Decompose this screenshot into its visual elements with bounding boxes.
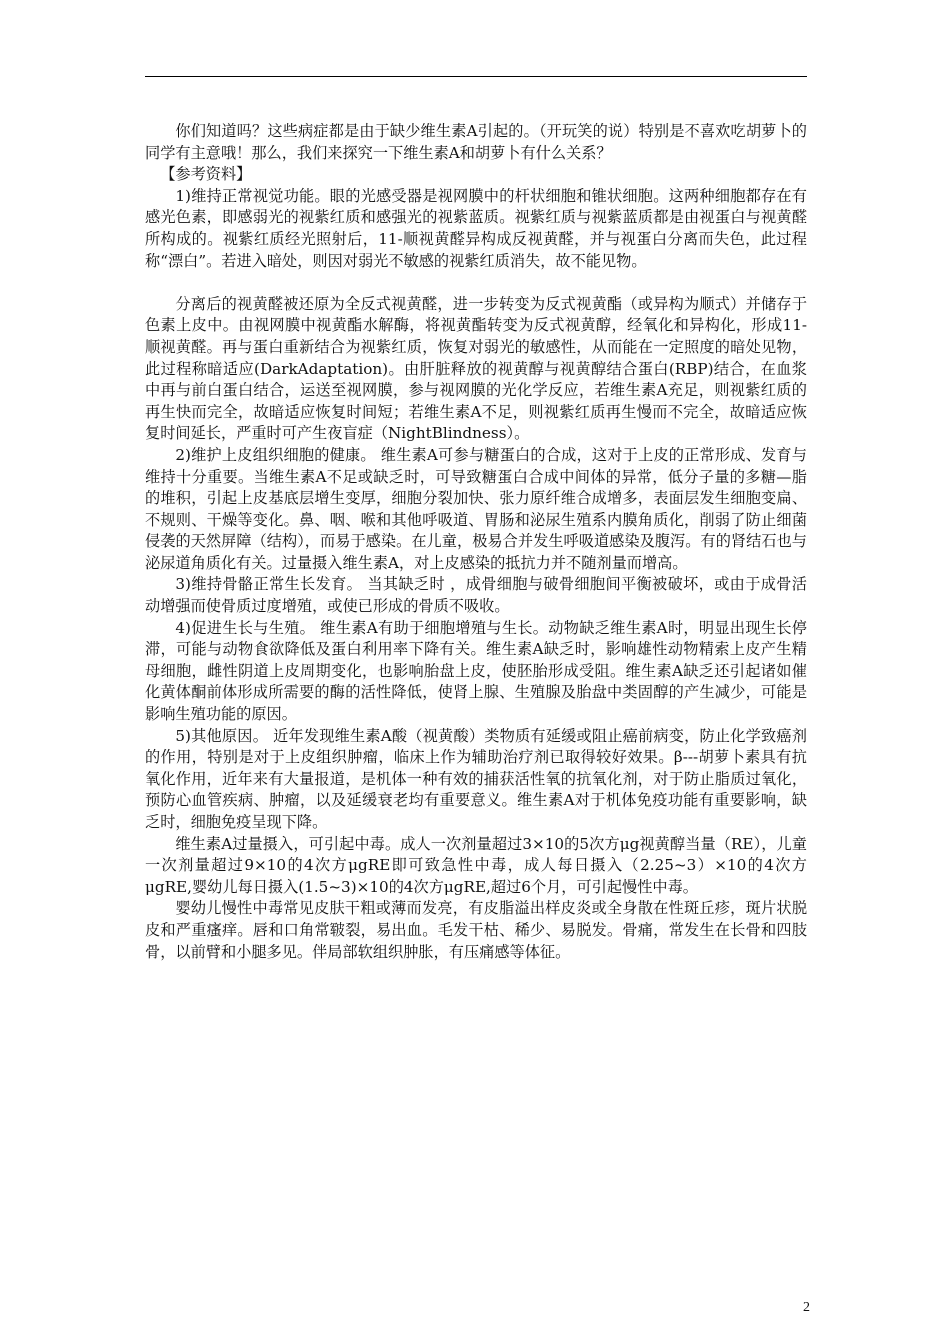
- point-5-other: 5)其他原因。 近年发现维生素A酸（视黄酸）类物质有延缓或阻止癌前病变，防止化学致癌剂的作用，特别是对于上皮组织肿瘤，临床上作为辅助治疗剂已取得较好效果。β---胡萝卜素具有抗氧化作用，近年来有大量报道，是机体一种有效的捕获活性氧的抗氧化剂，对于防止脂质过氧化，预防心血管疾病、肿瘤，以及延缓衰老均有重要意义。维生素A对于机体免疫功能有重要影响，缺乏时，细胞免疫呈现下降。: [145, 726, 807, 831]
- point-2-epithelium: 2)维护上皮组织细胞的健康。 维生素A可参与糖蛋白的合成，这对于上皮的正常形成、发育与维持十分重要。当维生素A不足或缺乏时，可导致糖蛋白合成中间体的异常，低分子量的多糖—脂的堆积，引起上皮基底层增生变厚，细胞分裂加快、张力原纤维合成增多，表面层发生细胞变扁、不规则、干燥等变化。鼻、咽、喉和其他呼吸道、胃肠和泌尿生殖系内膜角质化，削弱了防止细菌侵袭的天然屏障（结构），而易于感染。在儿童，极易合并发生呼吸道感染及腹泻。有的肾结石也与泌尿道角质化有关。过量摄入维生素A，对上皮感染的抵抗力并不随剂量而增高。: [145, 445, 807, 572]
- page-number: 2: [803, 1300, 810, 1315]
- point-3-bone: 3)维持骨骼正常生长发育。 当其缺乏时 ，成骨细胞与破骨细胞间平衡被破坏，或由于成骨活动增强而使骨质过度增殖，或使已形成的骨质不吸收。: [145, 575, 807, 616]
- header-rule: [145, 76, 807, 77]
- point-1-dark-adaptation: 分离后的视黄醛被还原为全反式视黄醛，进一步转变为反式视黄酯（或异构为顺式）并储存于色素上皮中。由视网膜中视黄酯水解酶，将视黄酯转变为反式视黄醇，经氧化和异构化，形成11-顺视黄醛。再与蛋白重新结合为视紫红质，恢复对弱光的敏感性，从而能在一定照度的暗处见物，此过程称暗适应(DarkAdaptation)。由肝脏释放的视黄醇与视黄醇结合蛋白(RBP)结合，在血浆中再与前白蛋白结合，运送至视网膜，参与视网膜的光化学反应，若维生素A充足，则视紫红质的再生快而完全，故暗适应恢复时间短；若维生素A不足，则视紫红质再生慢而不完全，故暗适应恢复时间延长，严重时可产生夜盲症（NightBlindness）。: [145, 294, 807, 443]
- point-4-growth: 4)促进生长与生殖。 维生素A有助于细胞增殖与生长。动物缺乏维生素A时，明显出现生长停滞，可能与动物食欲降低及蛋白利用率下降有关。维生素A缺乏时，影响雄性动物精索上皮产生精母细胞，雌性阴道上皮周期变化，也影响胎盘上皮，使胚胎形成受阻。维生素A缺乏还引起诸如催化黄体酮前体形成所需要的酶的活性降低，使肾上腺、生殖腺及胎盘中类固醇的产生减少，可能是影响生殖功能的原因。: [145, 618, 807, 724]
- intro-paragraph: 你们知道吗？这些病症都是由于缺少维生素A引起的。（开玩笑的说）特别是不喜欢吃胡萝卜的同学有主意哦！那么，我们来探究一下维生素A和胡萝卜有什么关系？: [145, 122, 807, 162]
- body-text: [145, 121, 807, 963]
- reference-heading: 【参考资料】: [160, 165, 252, 184]
- point-1-vision: 1)维持正常视觉功能。眼的光感受器是视网膜中的杆状细胞和锥状细胞。这两种细胞都存在有感光色素，即感弱光的视紫红质和感强光的视紫蓝质。视紫红质与视紫蓝质都是由视蛋白与视黄醛所构成的。视紫红质经光照射后，11-顺视黄醛异构成反视黄醛，并与视蛋白分离而失色，此过程称“漂白”。若进入暗处，则因对弱光不敏感的视紫红质消失，故不能见物。: [145, 186, 807, 270]
- chronic-toxicity-paragraph: 婴幼儿慢性中毒常见皮肤干粗或薄而发亮，有皮脂溢出样皮炎或全身散在性斑丘疹，斑片状脱皮和严重瘙痒。唇和口角常皲裂，易出血。毛发干枯、稀少、易脱发。骨痛，常发生在长骨和四肢骨，以前臂和小腿多见。伴局部软组织肿胀，有压痛感等体征。: [145, 899, 807, 961]
- overdose-paragraph: 维生素A过量摄入，可引起中毒。成人一次剂量超过3×10的5次方μg视黄醇当量（RE），儿童一次剂量超过9×10的4次方μgRE即可致急性中毒，成人每日摄入（2.25~3）×10的4次方μgRE,婴幼儿每日摄入(1.5~3)×10的4次方μgRE,超过6个月，可引起慢性中毒。: [145, 834, 807, 896]
